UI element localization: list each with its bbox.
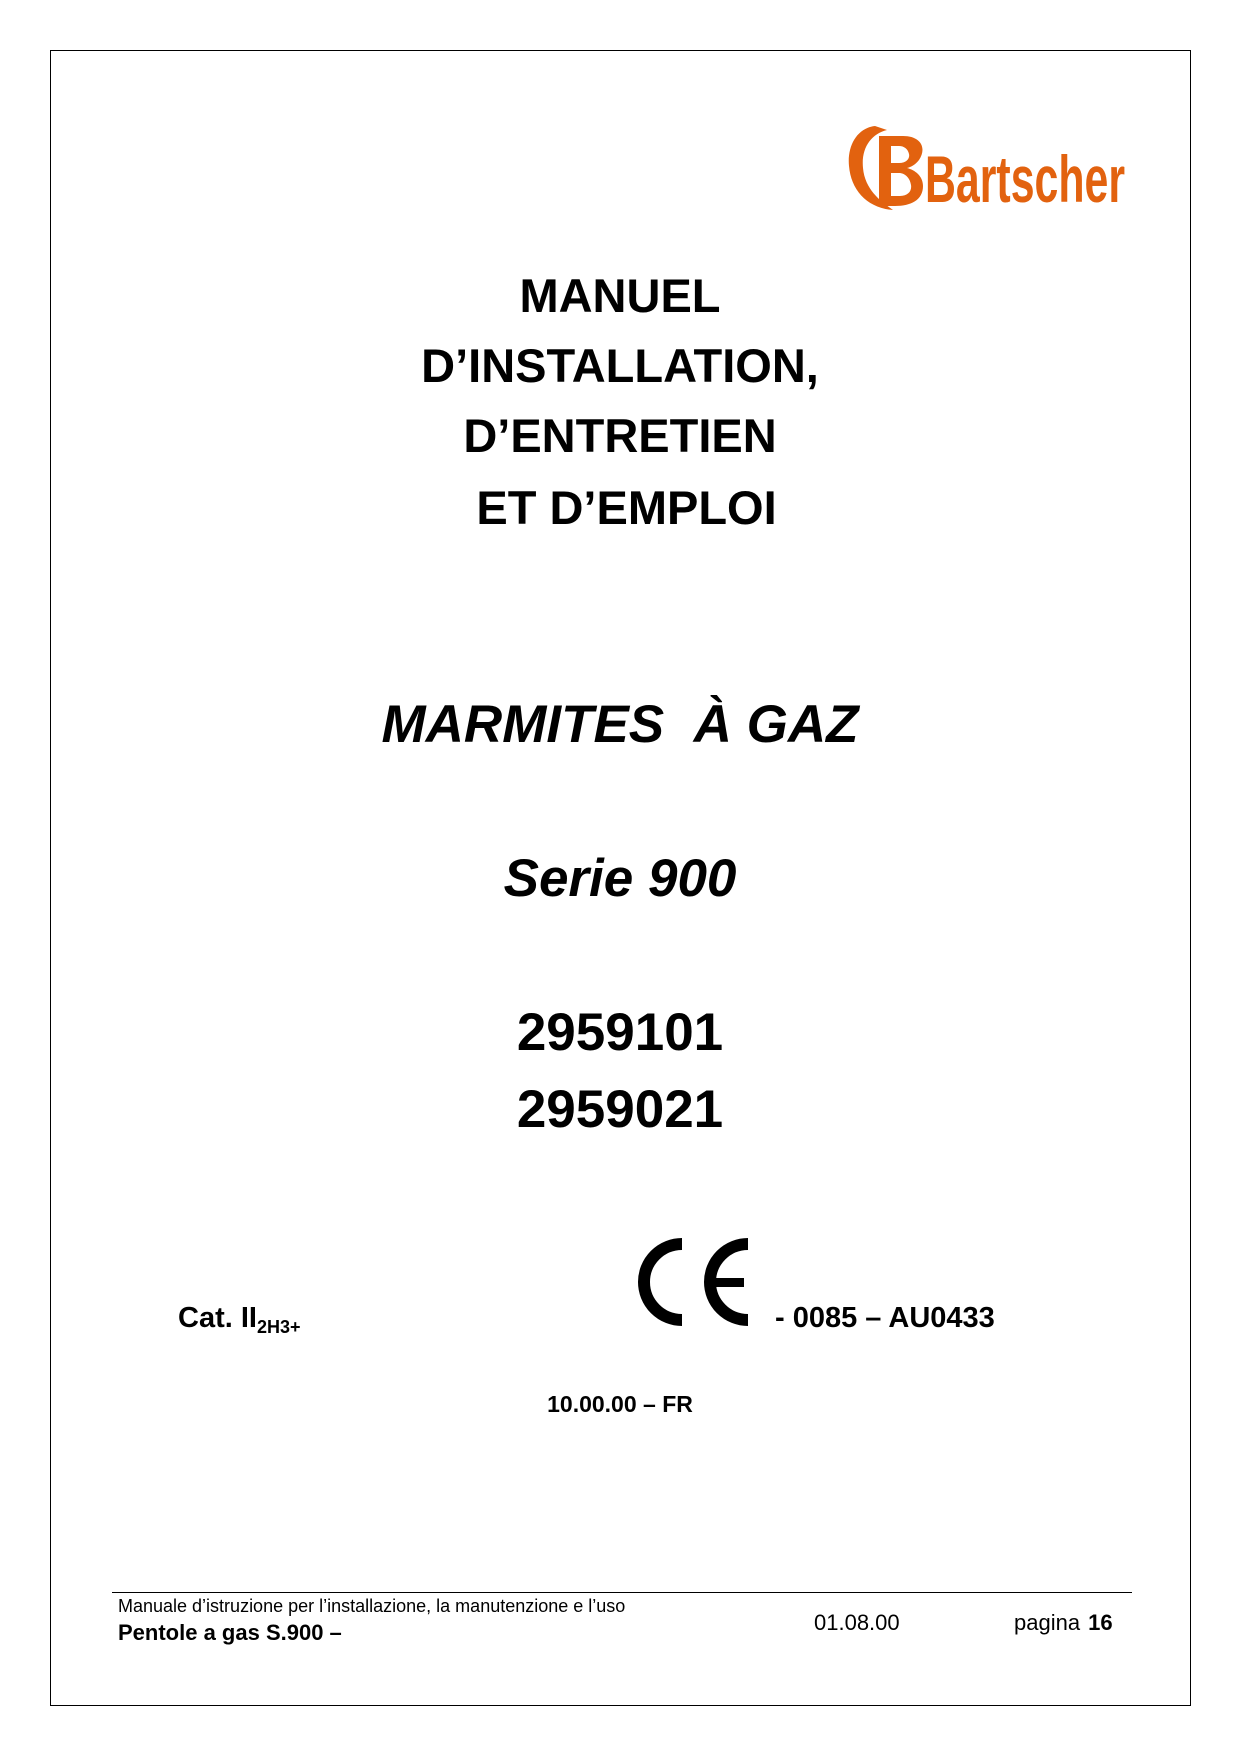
- logo-text: Bartscher: [925, 142, 1125, 216]
- model-number-1: 2959101: [516, 1003, 724, 1062]
- footer-description: Manuale d’istruzione per l’installazione, la manutenzione e l’uso: [118, 1596, 626, 1616]
- title-line-2: D’INSTALLATION,: [421, 339, 819, 392]
- page-label: pagina: [1014, 1610, 1081, 1635]
- ce-mark-icon: [640, 1238, 758, 1326]
- gas-category: [178, 1304, 301, 1336]
- footer-product-name: Pentole a gas S.900 –: [118, 1620, 342, 1645]
- title-line-3: D’ENTRETIEN: [463, 409, 777, 462]
- category-subscript: 2H3+: [256, 1317, 301, 1337]
- model-number-2: 2959021: [516, 1080, 724, 1139]
- title-line-4: ET D’EMPLOI: [463, 481, 777, 534]
- series-title: Serie 900: [503, 849, 737, 908]
- footer-divider: [112, 1592, 1132, 1593]
- category-prefix: Cat. II: [178, 1302, 257, 1334]
- ce-certification-number: - 0085 – AU0433: [775, 1302, 995, 1334]
- document-version: 10.00.00 – FR: [547, 1391, 693, 1417]
- title-line-1: MANUEL: [519, 269, 721, 322]
- bartscher-logo: [845, 118, 1130, 218]
- product-type: MARMITES À GAZ: [381, 695, 859, 754]
- page-number: 16: [1088, 1610, 1113, 1635]
- footer-date: 01.08.00: [814, 1610, 900, 1635]
- footer-page-indicator: [1014, 1612, 1113, 1634]
